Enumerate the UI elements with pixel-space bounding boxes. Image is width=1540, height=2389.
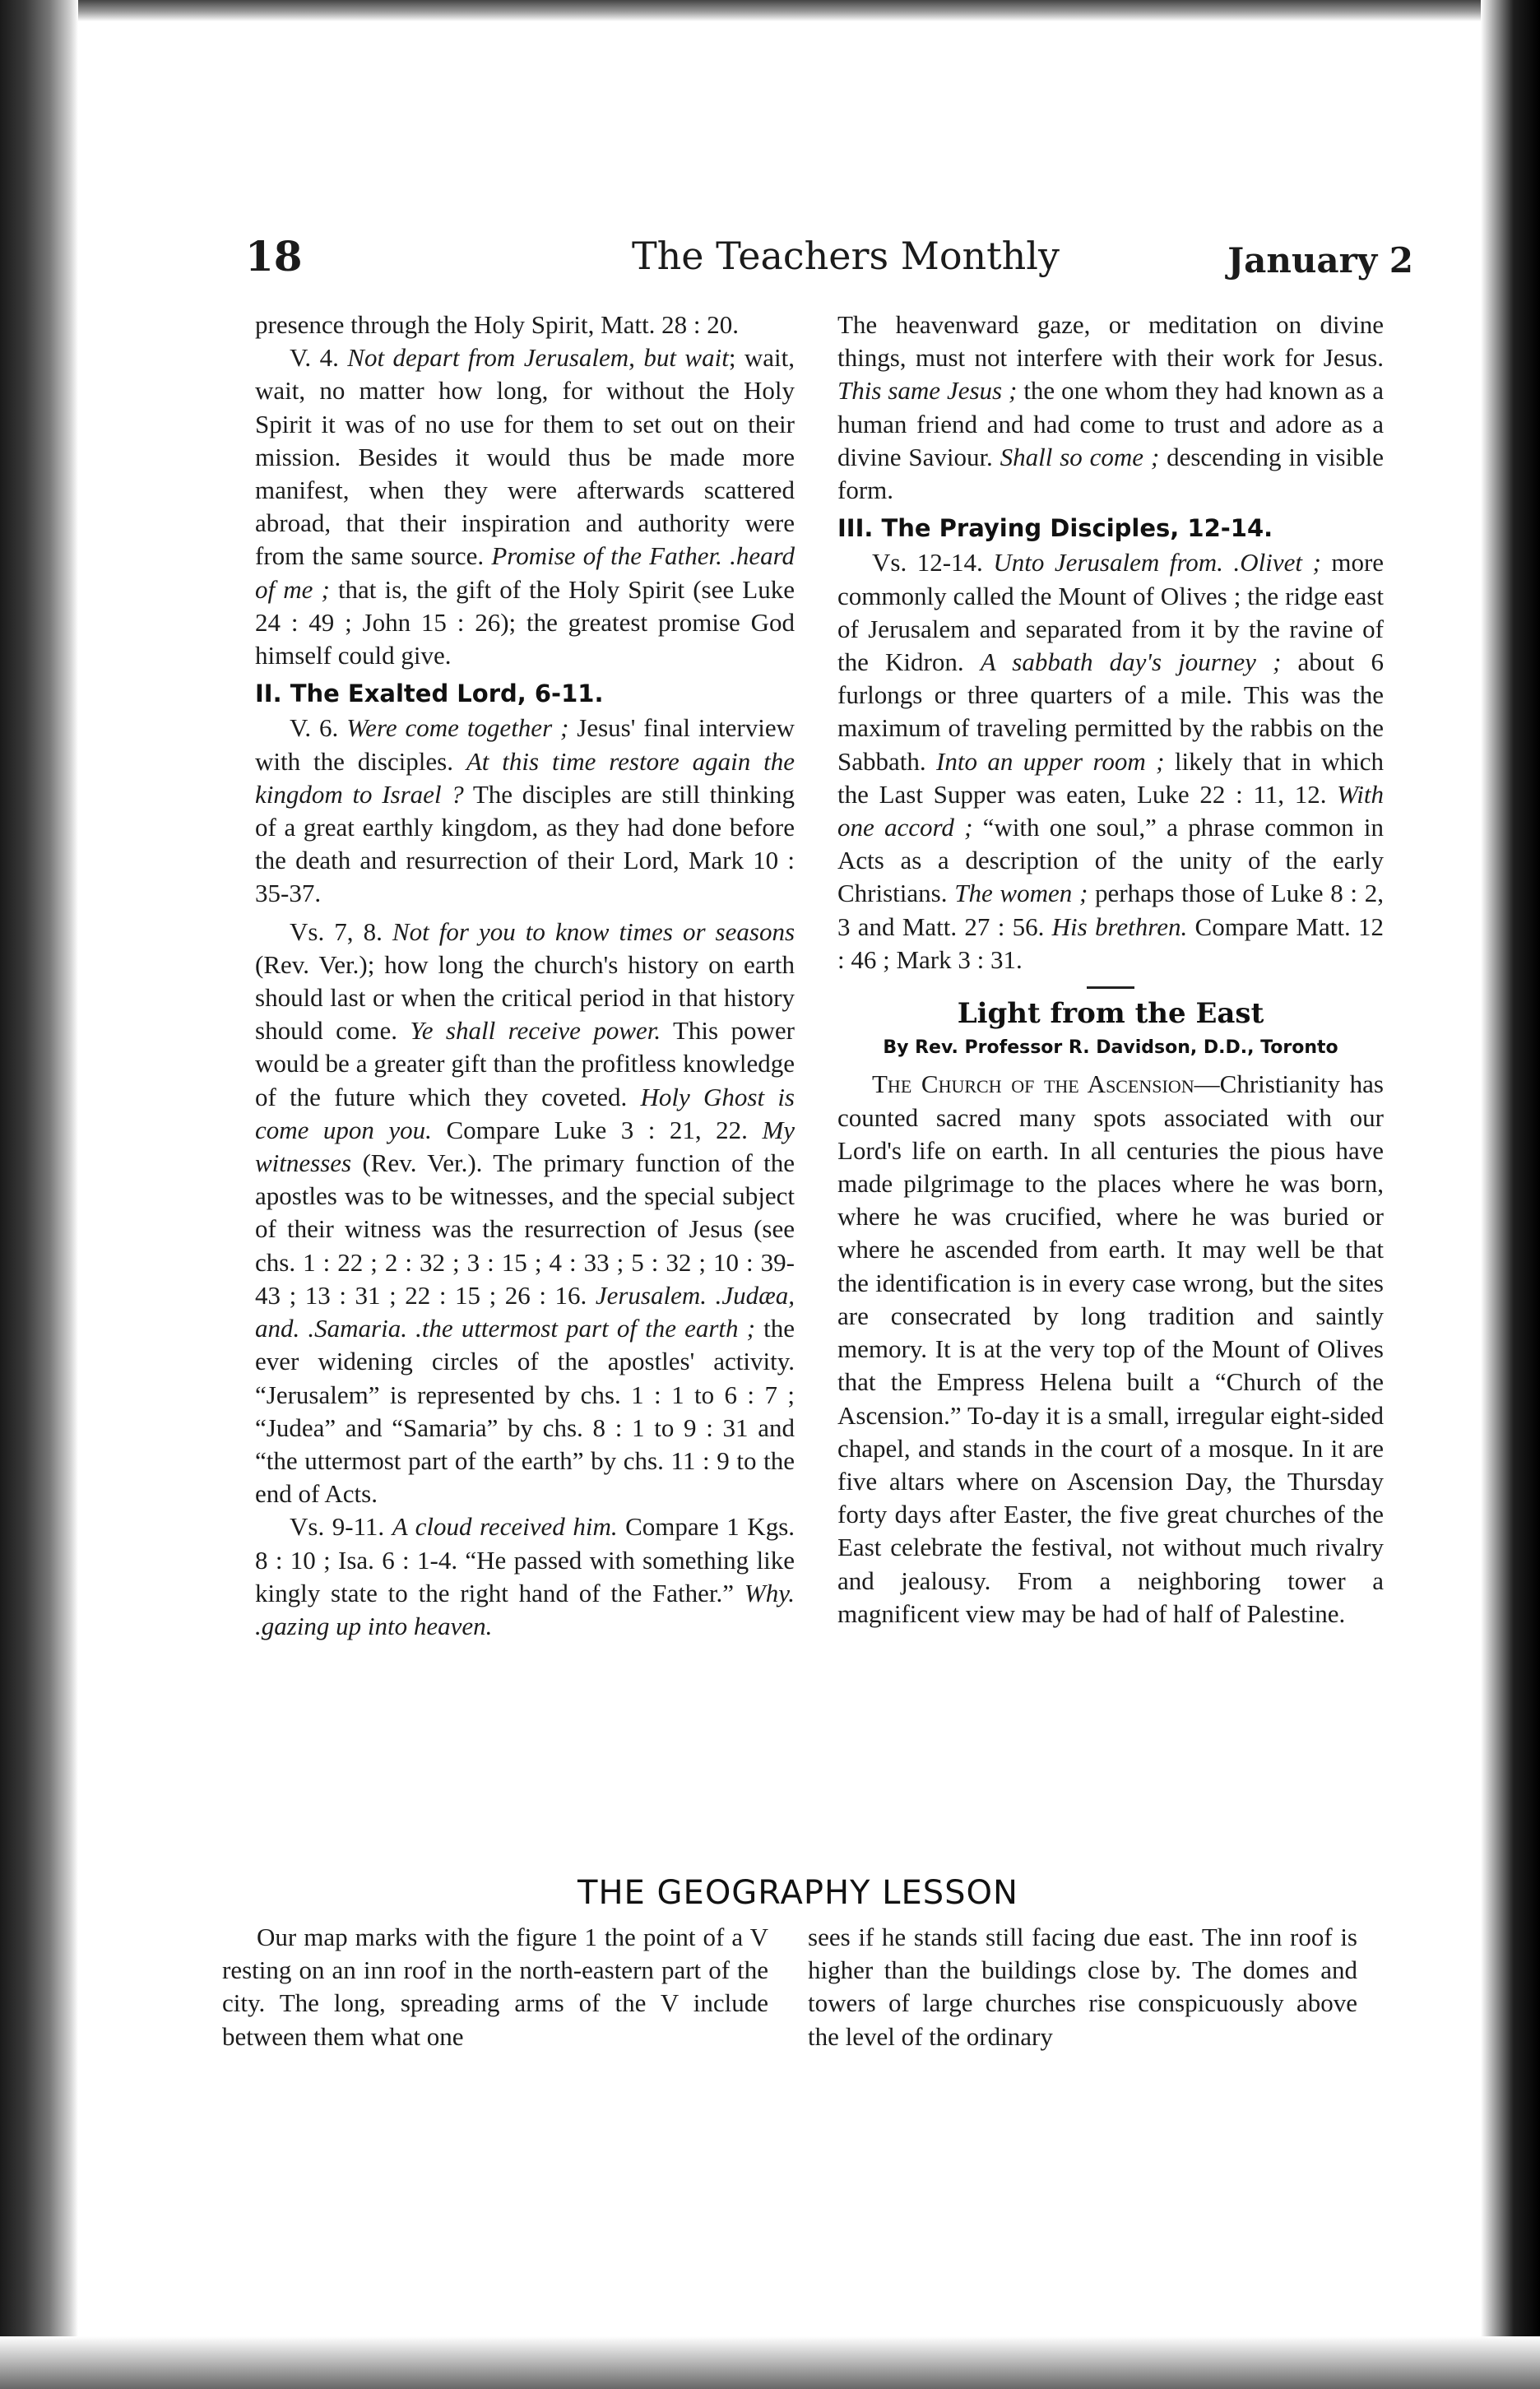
page-edge-bottom xyxy=(0,2336,1540,2389)
right-column xyxy=(837,308,1384,1631)
article-title: Light from the East xyxy=(957,997,1264,1031)
paragraph: Vs. 7, 8. Not for you to know times or seasons (Rev. Ver.); how long the church's history on earth should last or when the critical period in that history should come. Ye shall receive power. This power would be a greater gift than the profitless knowledge of the future which they coveted. Holy Ghost is come upon you. Compare Luke 3 : 21, 22. My witnesses (Rev. Ver.). The primary function of the apostles was to be witnesses, and the special subject of their witness was the resurrection of Jesus (see chs. 1 : 22 ; 2 : 32 ; 3 : 15 ; 4 : 33 ; 5 : 32 ; 10 : 39-43 ; 13 : 31 ; 22 : 15 ; 26 : 16. Jerusalem. .Judæa, and. .Samaria. .the uttermost part of the earth ; the ever widening circles of the apostles' activity. “Jerusalem” is represented by chs. 1 : 1 to 6 : 7 ; “Judea” and “Samaria” by chs. 8 : 1 to 9 : 31 and “the uttermost part of the earth” by chs. 11 : 9 to the end of Acts. xyxy=(255,916,796,1509)
paragraph: The heavenward gaze, or meditation on divine things, must not interfere with their work for Jesus. This same Jesus ; the one whom they had known as a human friend and had come to trust and adore as a divine Saviour. Shall so come ; descending in visible form. xyxy=(837,310,1385,505)
geography-left-column xyxy=(222,1921,768,2053)
issue-date: January 2 xyxy=(1227,240,1413,281)
paragraph: Our map marks with the figure 1 the point of a V resting on an inn roof in the north-eastern part of the city. The long, spreading arms of the V include between them what one xyxy=(222,1923,768,2051)
paragraph: presence through the Holy Spirit, Matt. 28 : 20. xyxy=(255,310,740,339)
paragraph: V. 6. Were come together ; Jesus' final interview with the disciples. At this time restore again the kingdom to Israel ? The disciples are still thinking of a great earthly kingdom, as they had done before the death and resurrection of their Lord, Mark 10 : 35-37. xyxy=(255,713,795,908)
page-number: 18 xyxy=(245,232,303,281)
paragraph: Vs. 12-14. Unto Jerusalem from. .Olivet ; more commonly called the Mount of Olives ; the ridge east of Jerusalem and separated from it by the ravine of the Kidron. A sabbath day's journey ; about 6 furlongs or three quarters of a mile. This was the maximum of traveling permitted by the rabbis on the Sabbath. Into an upper room ; likely that in which the Last Supper was eaten, Luke 22 : 11, 12. With one accord ; “with one soul,” a phrase common in Acts as a description of the unity of the early Christians. The women ; perhaps those of Luke 8 : 2, 3 and Matt. 27 : 56. His brethren. Compare Matt. 12 : 46 ; Mark 3 : 31. xyxy=(837,548,1385,974)
left-column xyxy=(255,308,795,1643)
page-edge-top xyxy=(0,0,1540,21)
article-byline: By Rev. Professor R. Davidson, D.D., Toronto xyxy=(883,1037,1338,1059)
paragraph: sees if he stands still facing due east. The inn roof is higher than the buildings close by. The domes and towers of large churches rise conspicuously above the level of the ordinary xyxy=(808,1923,1357,2051)
paragraph: Vs. 9-11. A cloud received him. Compare 1 Kgs. 8 : 10 ; Isa. 6 : 1-4. “He passed with something like kingly state to the right hand of the Father.” Why. .gazing up into heaven. xyxy=(255,1512,796,1640)
paragraph: V. 4. Not depart from Jerusalem, but wait; wait, wait, no matter how long, for without the Holy Spirit it was of no use for them to set out on their mission. Besides it would thus be made more manifest, when they were afterwards scattered abroad, that their inspiration and authority were from the same source. Promise of the Father. .heard of me ; that is, the gift of the Holy Spirit (see Luke 24 : 49 ; John 15 : 26); the greatest promise God himself could give. xyxy=(255,343,796,670)
paragraph: The Church of the Ascension—Christianity has counted sacred many spots associated with our Lord's life on earth. In all centuries the pious have made pilgrimage to the places where he was born, where he was crucified, where he was buried or where he ascended from earth. It may well be that the identification is in every case wrong, but the sites are consecrated by long tradition and saintly memory. It is at the very top of the Mount of Olives that the Empress Helena built a “Church of the Ascension.” To-day it is a small, irregular eight-sided chapel, and stands in the court of a mosque. In it are five altars where on Ascension Day, the Thursday forty days after Easter, the five great churches of the East celebrate the festival, not without much rivalry and jealousy. From a neighboring tower a magnificent view may be had of half of Palestine. xyxy=(837,1069,1384,1628)
page-edge-right xyxy=(1481,0,1540,2389)
section-heading: II. The Exalted Lord, 6-11. xyxy=(255,680,604,708)
page-binding-shadow xyxy=(0,0,78,2389)
geography-right-column xyxy=(808,1921,1357,2053)
section-divider xyxy=(1087,986,1134,989)
geography-heading: THE GEOGRAPHY LESSON xyxy=(578,1874,1018,1912)
running-header xyxy=(245,232,1413,298)
journal-title: The Teachers Monthly xyxy=(632,234,1060,278)
section-heading: III. The Praying Disciples, 12-14. xyxy=(837,514,1273,543)
